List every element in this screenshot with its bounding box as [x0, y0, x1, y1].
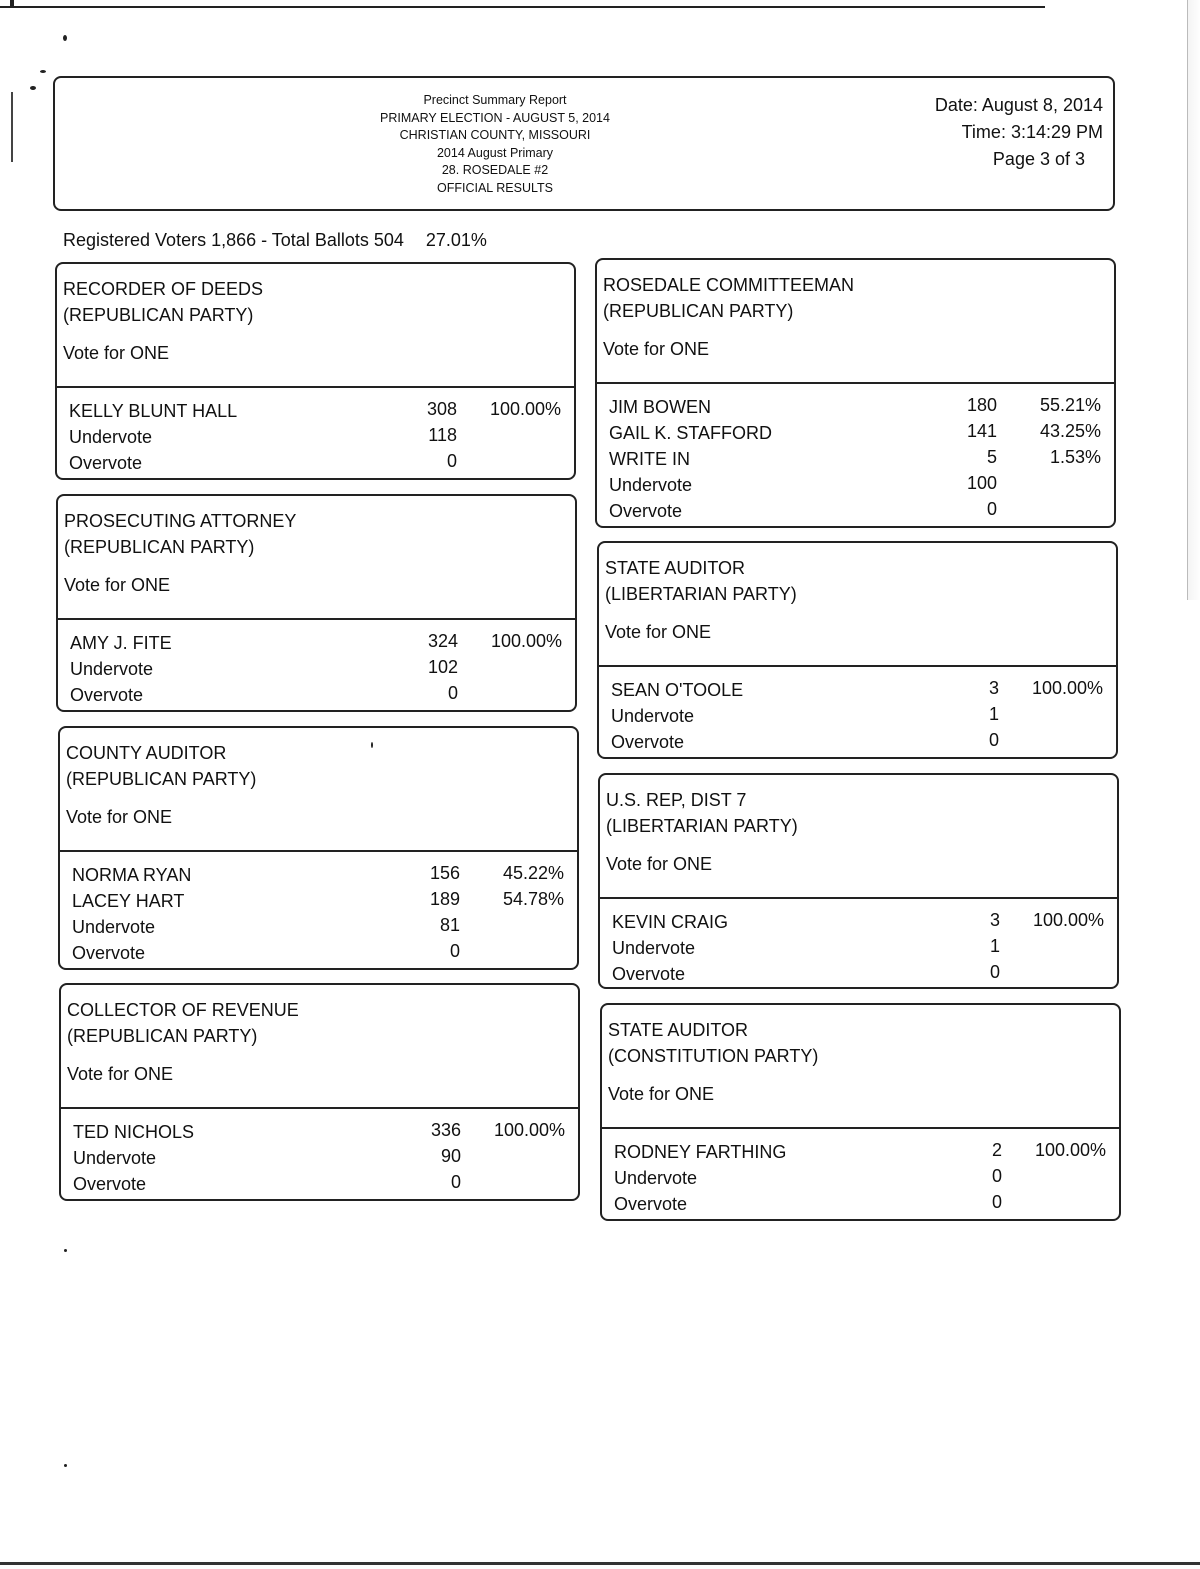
result-row: [614, 1139, 1107, 1165]
race-divider: [57, 386, 574, 388]
result-row: [72, 862, 565, 888]
race-divider: [602, 1127, 1119, 1129]
result-row: [614, 1191, 1107, 1217]
candidate-name: Undervote: [73, 1148, 157, 1168]
race-party: (REPUBLICAN PARTY): [603, 301, 794, 321]
vote-count: 3: [989, 910, 1000, 930]
vote-count: 1: [988, 704, 999, 724]
vote-instruction: Vote for ONE: [605, 622, 712, 642]
candidate-name: Overvote: [70, 685, 144, 705]
vote-percent: 100.00%: [1032, 910, 1104, 930]
candidate-name: NORMA RYAN: [72, 865, 192, 885]
race-divider: [61, 1107, 578, 1109]
vote-instruction: Vote for ONE: [603, 339, 710, 359]
result-row: [70, 656, 563, 682]
race-box: [598, 773, 1119, 989]
vote-count: 0: [986, 499, 997, 519]
result-row: [611, 729, 1104, 755]
vote-instruction: Vote for ONE: [66, 807, 173, 827]
vote-count: 1: [989, 936, 1000, 956]
turnout-text: Registered Voters 1,866 - Total Ballots 504: [63, 230, 404, 250]
vote-instruction: Vote for ONE: [64, 575, 171, 595]
vote-count: 100: [966, 473, 997, 493]
candidate-name: KEVIN CRAIG: [612, 912, 729, 932]
race-party: (LIBERTARIAN PARTY): [605, 584, 797, 604]
vote-count: 189: [429, 889, 460, 909]
vote-percent: 100.00%: [489, 399, 561, 419]
race-heading: [64, 508, 296, 560]
report-title-block: [345, 92, 645, 197]
race-heading: [63, 276, 263, 328]
candidate-name: Undervote: [70, 659, 154, 679]
race-party: (LIBERTARIAN PARTY): [606, 816, 798, 836]
scan-top-border: [0, 6, 1045, 8]
vote-instruction: Vote for ONE: [63, 343, 170, 363]
scan-speck: [64, 1249, 67, 1252]
candidate-name: Overvote: [72, 943, 146, 963]
vote-count: 0: [988, 730, 999, 750]
race-heading: [608, 1017, 818, 1069]
county-name: CHRISTIAN COUNTY, MISSOURI: [399, 128, 591, 142]
vote-count: 156: [429, 863, 460, 883]
report-time: Time: 3:14:29 PM: [961, 122, 1103, 142]
candidate-name: GAIL K. STAFFORD: [609, 423, 773, 443]
result-row: [73, 1145, 566, 1171]
race-heading: [67, 997, 299, 1049]
result-row: [72, 888, 565, 914]
result-row: [609, 394, 1102, 420]
candidate-name: Undervote: [72, 917, 156, 937]
race-heading: [603, 272, 854, 324]
result-row: [72, 940, 565, 966]
race-divider: [600, 897, 1117, 899]
race-box: [600, 1003, 1121, 1221]
result-row: [73, 1171, 566, 1197]
race-box: [56, 494, 577, 712]
candidate-name: KELLY BLUNT HALL: [69, 401, 238, 421]
vote-percent: 55.21%: [1039, 395, 1101, 415]
results-status: OFFICIAL RESULTS: [437, 180, 553, 195]
result-row: [611, 677, 1104, 703]
vote-percent: 45.22%: [502, 863, 564, 883]
vote-count: 336: [430, 1120, 461, 1140]
result-row: [609, 446, 1102, 472]
vote-count: 0: [447, 683, 458, 703]
vote-count: 3: [988, 678, 999, 698]
result-row: [69, 450, 562, 476]
vote-count: 0: [991, 1166, 1002, 1186]
race-box: [55, 262, 576, 480]
result-row: [612, 935, 1105, 961]
results-list: [72, 862, 565, 966]
race-divider: [599, 665, 1116, 667]
scan-corner-mark: [10, 0, 14, 8]
result-row: [73, 1119, 566, 1145]
vote-instruction: Vote for ONE: [606, 854, 713, 874]
race-box: [58, 726, 579, 970]
vote-count: 0: [446, 451, 457, 471]
vote-instruction: Vote for ONE: [67, 1064, 174, 1084]
race-heading: [66, 740, 256, 792]
vote-count: 0: [450, 1172, 461, 1192]
vote-count: 81: [439, 915, 460, 935]
result-row: [69, 398, 562, 424]
race-title: COUNTY AUDITOR: [66, 743, 227, 763]
result-row: [609, 472, 1102, 498]
page-number: Page 3 of 3: [992, 149, 1085, 169]
result-row: [611, 703, 1104, 729]
result-row: [612, 961, 1105, 987]
race-party: (CONSTITUTION PARTY): [608, 1046, 819, 1066]
candidate-name: Overvote: [73, 1174, 147, 1194]
result-row: [70, 682, 563, 708]
results-list: [612, 909, 1105, 987]
candidate-name: Overvote: [611, 732, 685, 752]
candidate-name: RODNEY FARTHING: [614, 1142, 787, 1162]
candidate-name: WRITE IN: [609, 449, 690, 469]
vote-count: 180: [966, 395, 997, 415]
results-list: [69, 398, 562, 476]
race-title: COLLECTOR OF REVENUE: [67, 1000, 299, 1020]
race-party: (REPUBLICAN PARTY): [63, 305, 254, 325]
race-title: STATE AUDITOR: [605, 558, 746, 578]
vote-count: 141: [966, 421, 997, 441]
turnout-summary: [63, 230, 487, 251]
scan-bottom-border: [0, 1562, 1200, 1565]
race-party: (REPUBLICAN PARTY): [66, 769, 257, 789]
scan-speck: [30, 86, 36, 90]
vote-percent: 54.78%: [502, 889, 564, 909]
vote-instruction: Vote for ONE: [608, 1084, 715, 1104]
report-date: Date: August 8, 2014: [934, 95, 1103, 115]
report-title: Precinct Summary Report: [423, 93, 567, 107]
results-list: [70, 630, 563, 708]
candidate-name: Undervote: [611, 706, 695, 726]
candidate-name: Undervote: [609, 475, 693, 495]
turnout-percent: 27.01%: [425, 230, 487, 250]
candidate-name: SEAN O'TOOLE: [611, 680, 744, 700]
results-list: [609, 394, 1102, 524]
candidate-name: Overvote: [69, 453, 143, 473]
vote-count: 90: [440, 1146, 461, 1166]
report-header: [53, 76, 1115, 211]
result-row: [72, 914, 565, 940]
candidate-name: Undervote: [612, 938, 696, 958]
race-heading: [605, 555, 797, 607]
candidate-name: LACEY HART: [72, 891, 185, 911]
scan-speck: [64, 1464, 67, 1467]
race-title: U.S. REP, DIST 7: [606, 790, 747, 810]
race-box: [59, 983, 580, 1201]
vote-count: 118: [428, 425, 457, 445]
election-label: 2014 August Primary: [436, 145, 554, 160]
race-party: (REPUBLICAN PARTY): [64, 537, 255, 557]
results-list: [611, 677, 1104, 755]
scan-speck: [40, 70, 46, 73]
race-title: PROSECUTING ATTORNEY: [64, 511, 297, 531]
vote-percent: 100.00%: [493, 1120, 565, 1140]
report-meta: [935, 92, 1103, 173]
race-title: STATE AUDITOR: [608, 1020, 749, 1040]
result-row: [69, 424, 562, 450]
race-heading: [606, 787, 798, 839]
vote-percent: 1.53%: [1049, 447, 1101, 467]
result-row: [70, 630, 563, 656]
vote-count: 0: [991, 1192, 1002, 1212]
candidate-name: TED NICHOLS: [73, 1122, 195, 1142]
candidate-name: Undervote: [614, 1168, 698, 1188]
race-title: RECORDER OF DEEDS: [63, 279, 264, 299]
vote-count: 0: [449, 941, 460, 961]
scan-left-mark: [11, 92, 13, 162]
vote-count: 324: [427, 631, 458, 651]
race-divider: [597, 382, 1114, 384]
result-row: [609, 498, 1102, 524]
race-divider: [60, 850, 577, 852]
scan-speck: [63, 35, 67, 41]
result-row: [612, 909, 1105, 935]
election-name: PRIMARY ELECTION - AUGUST 5, 2014: [380, 110, 610, 125]
results-list: [73, 1119, 566, 1197]
candidate-name: Overvote: [614, 1194, 688, 1214]
scan-right-edge: [1187, 0, 1200, 600]
result-row: [609, 420, 1102, 446]
result-row: [614, 1165, 1107, 1191]
race-divider: [58, 618, 575, 620]
vote-percent: 100.00%: [490, 631, 562, 651]
race-box: [597, 541, 1118, 759]
vote-percent: 100.00%: [1031, 678, 1103, 698]
vote-count: 5: [986, 447, 997, 467]
candidate-name: JIM BOWEN: [609, 397, 711, 417]
vote-percent: 100.00%: [1034, 1140, 1106, 1160]
candidate-name: AMY J. FITE: [70, 633, 172, 653]
race-party: (REPUBLICAN PARTY): [67, 1026, 258, 1046]
results-list: [614, 1139, 1107, 1217]
candidate-name: Undervote: [69, 427, 153, 447]
precinct-name: 28. ROSEDALE #2: [441, 163, 549, 177]
race-box: [595, 258, 1116, 528]
vote-count: 0: [989, 962, 1000, 982]
candidate-name: Overvote: [609, 501, 683, 521]
race-title: ROSEDALE COMMITTEEMAN: [603, 275, 855, 295]
candidate-name: Overvote: [612, 964, 686, 984]
vote-count: 308: [426, 399, 457, 419]
vote-count: 2: [991, 1140, 1002, 1160]
vote-percent: 43.25%: [1039, 421, 1101, 441]
vote-count: 102: [427, 657, 458, 677]
